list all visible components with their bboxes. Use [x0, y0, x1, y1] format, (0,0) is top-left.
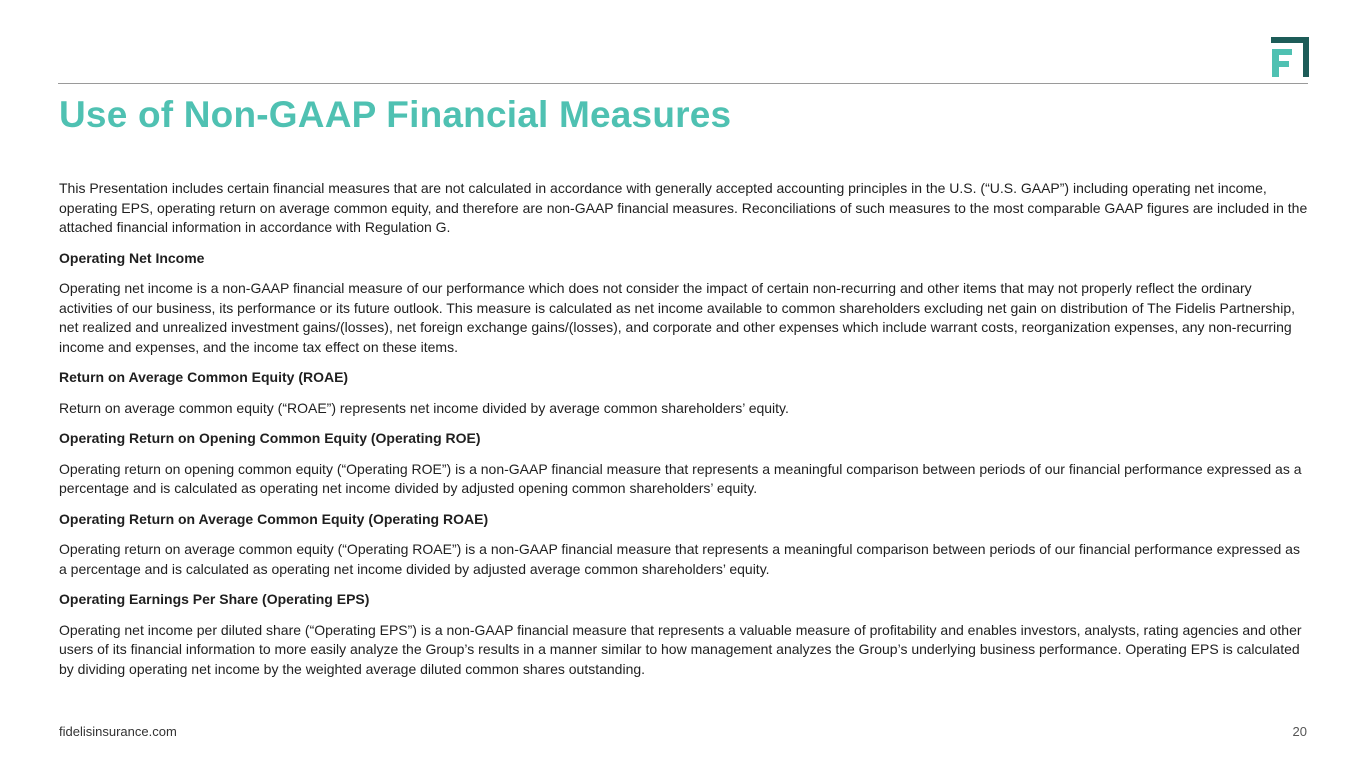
- section-body-operating-eps: Operating net income per diluted share (“Operating EPS”) is a non-GAAP financial measure that represents a valuable measure of profitability and enables investors, analysts, rating agencies and other users of its financial information to more easily analyze the Group’s results in a manner similar to how management analyzes the Group’s underlying business performance. Operating EPS is calculated by dividing operating net income by the weighted average diluted common shares outstanding.: [59, 621, 1302, 677]
- section-heading-operating-roae: Operating Return on Average Common Equity (Operating ROAE): [59, 510, 489, 527]
- fidelis-f-logo-icon: [1271, 37, 1309, 77]
- logo-f-top: [1272, 49, 1292, 55]
- footer-website: fidelisinsurance.com: [59, 724, 177, 739]
- section-heading-operating-eps: Operating Earnings Per Share (Operating EPS): [59, 591, 370, 607]
- logo-f-mid: [1272, 61, 1289, 67]
- page-number: 20: [1292, 724, 1307, 739]
- section-heading-roae: Return on Average Common Equity (ROAE): [59, 369, 349, 385]
- main-content: [59, 179, 1309, 690]
- header-divider: [58, 83, 1308, 84]
- logo-right-stem: [1303, 37, 1309, 77]
- section-heading-operating-net-income: Operating Net Income: [59, 249, 205, 266]
- section-body-roae: Return on average common equity (“ROAE”) represents net income divided by average common shareholders’ equity.: [59, 399, 789, 416]
- section-body-operating-roae: Operating return on average common equity (“Operating ROAE”) is a non-GAAP financial measure that represents a meaningful comparison between periods of our financial performance expressed as a percentage and is calculated as operating net income divided by adjusted average common shareholders’ equity.: [59, 541, 1300, 577]
- section-body-operating-net-income: Operating net income is a non-GAAP financial measure of our performance which does not consider the impact of certain non-recurring and other items that may not properly reflect the ordinary activities of our business, its performance or its future outlook. This measure is calculated as net income available to common shareholders excluding net gain on distribution of The Fidelis Partnership, net realized and unrealized investment gains/(losses), net foreign exchange gains/(losses), and corporate and other expenses which include warrant costs, reorganization expenses, any non-recurring income and expenses, and the income tax effect on these items.: [59, 280, 1296, 355]
- page-title: Use of Non-GAAP Financial Measures: [59, 94, 732, 135]
- section-heading-operating-roe: Operating Return on Opening Common Equity (Operating ROE): [59, 430, 481, 446]
- intro-paragraph: This Presentation includes certain financial measures that are not calculated in accordance with generally accepted accounting principles in the U.S. (“U.S. GAAP”) including operating net income, operating EPS, operating return on average common equity, and therefore are non-GAAP financial measures. Reconciliations of such measures to the most comparable GAAP figures are included in the attached financial information in accordance with Regulation G.: [59, 180, 1308, 235]
- section-body-operating-roe: Operating return on opening common equity (“Operating ROE”) is a non-GAAP financial measure that represents a meaningful comparison between periods of our financial performance expressed as a percentage and is calculated as operating net income divided by adjusted opening common shareholders’ equity.: [59, 460, 1302, 496]
